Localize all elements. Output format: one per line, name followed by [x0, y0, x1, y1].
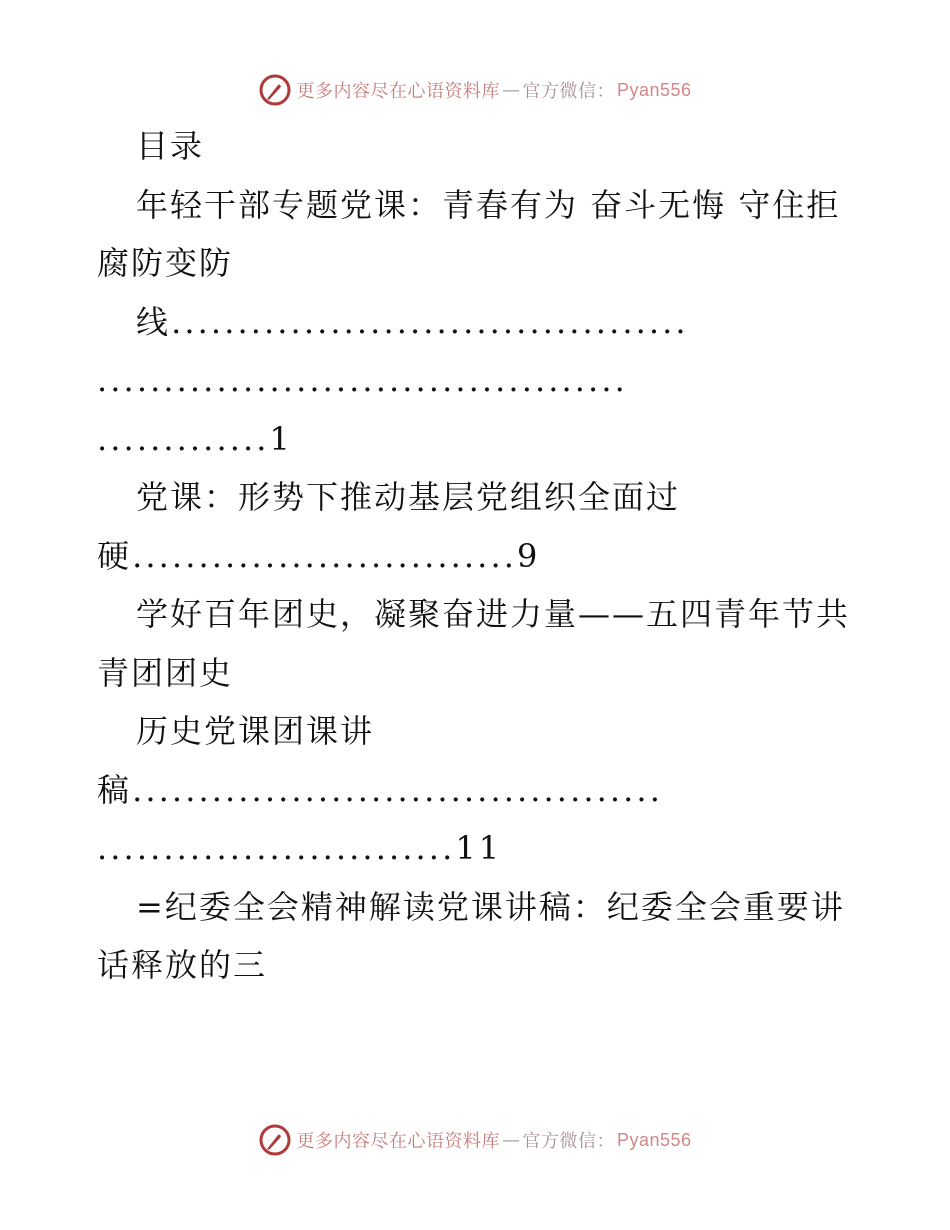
toc-line: 青团团史 — [97, 653, 234, 692]
watermark-wechat-id: Pyan556 — [616, 79, 692, 100]
table-of-contents — [97, 117, 857, 995]
watermark-wechat-label: 官方微信： — [522, 81, 615, 102]
toc-line: 党课：形势下推动基层党组织全面过 — [136, 478, 681, 516]
toc-line: =纪委全会精神解读党课讲稿：纪委全会重要讲 — [136, 887, 845, 926]
toc-line: 硬.............................9 — [97, 536, 541, 575]
watermark-site-text: 更多内容尽在心语资料库 — [296, 81, 500, 102]
toc-line: 稿........................................ — [97, 770, 663, 809]
watermark-dash: — — [501, 1129, 521, 1151]
toc-line: .............1 — [97, 419, 293, 458]
toc-line: 话释放的三 — [97, 946, 268, 984]
footer-watermark — [0, 1120, 950, 1160]
toc-line: 年轻干部专题党课：青春有为 奋斗无悔 守住拒 — [136, 185, 841, 224]
toc-line: 腐防变防 — [97, 244, 234, 282]
pen-nib-logo-icon — [258, 1123, 292, 1157]
watermark-wechat-label: 官方微信： — [522, 1131, 615, 1152]
watermark-site-text: 更多内容尽在心语资料库 — [296, 1131, 500, 1152]
toc-line: ...........................11 — [97, 829, 503, 867]
watermark-wechat-id: Pyan556 — [616, 1129, 692, 1150]
toc-line: 学好百年团史，凝聚奋进力量——五四青年节共 — [136, 595, 851, 633]
toc-line: ........................................ — [97, 361, 628, 399]
watermark-dash: — — [501, 79, 521, 101]
pen-nib-logo-icon — [258, 73, 292, 107]
toc-heading: 目录 — [136, 127, 205, 165]
toc-line: 线....................................... — [136, 302, 689, 341]
toc-line: 历史党课团课讲 — [136, 712, 375, 750]
header-watermark — [0, 70, 950, 110]
